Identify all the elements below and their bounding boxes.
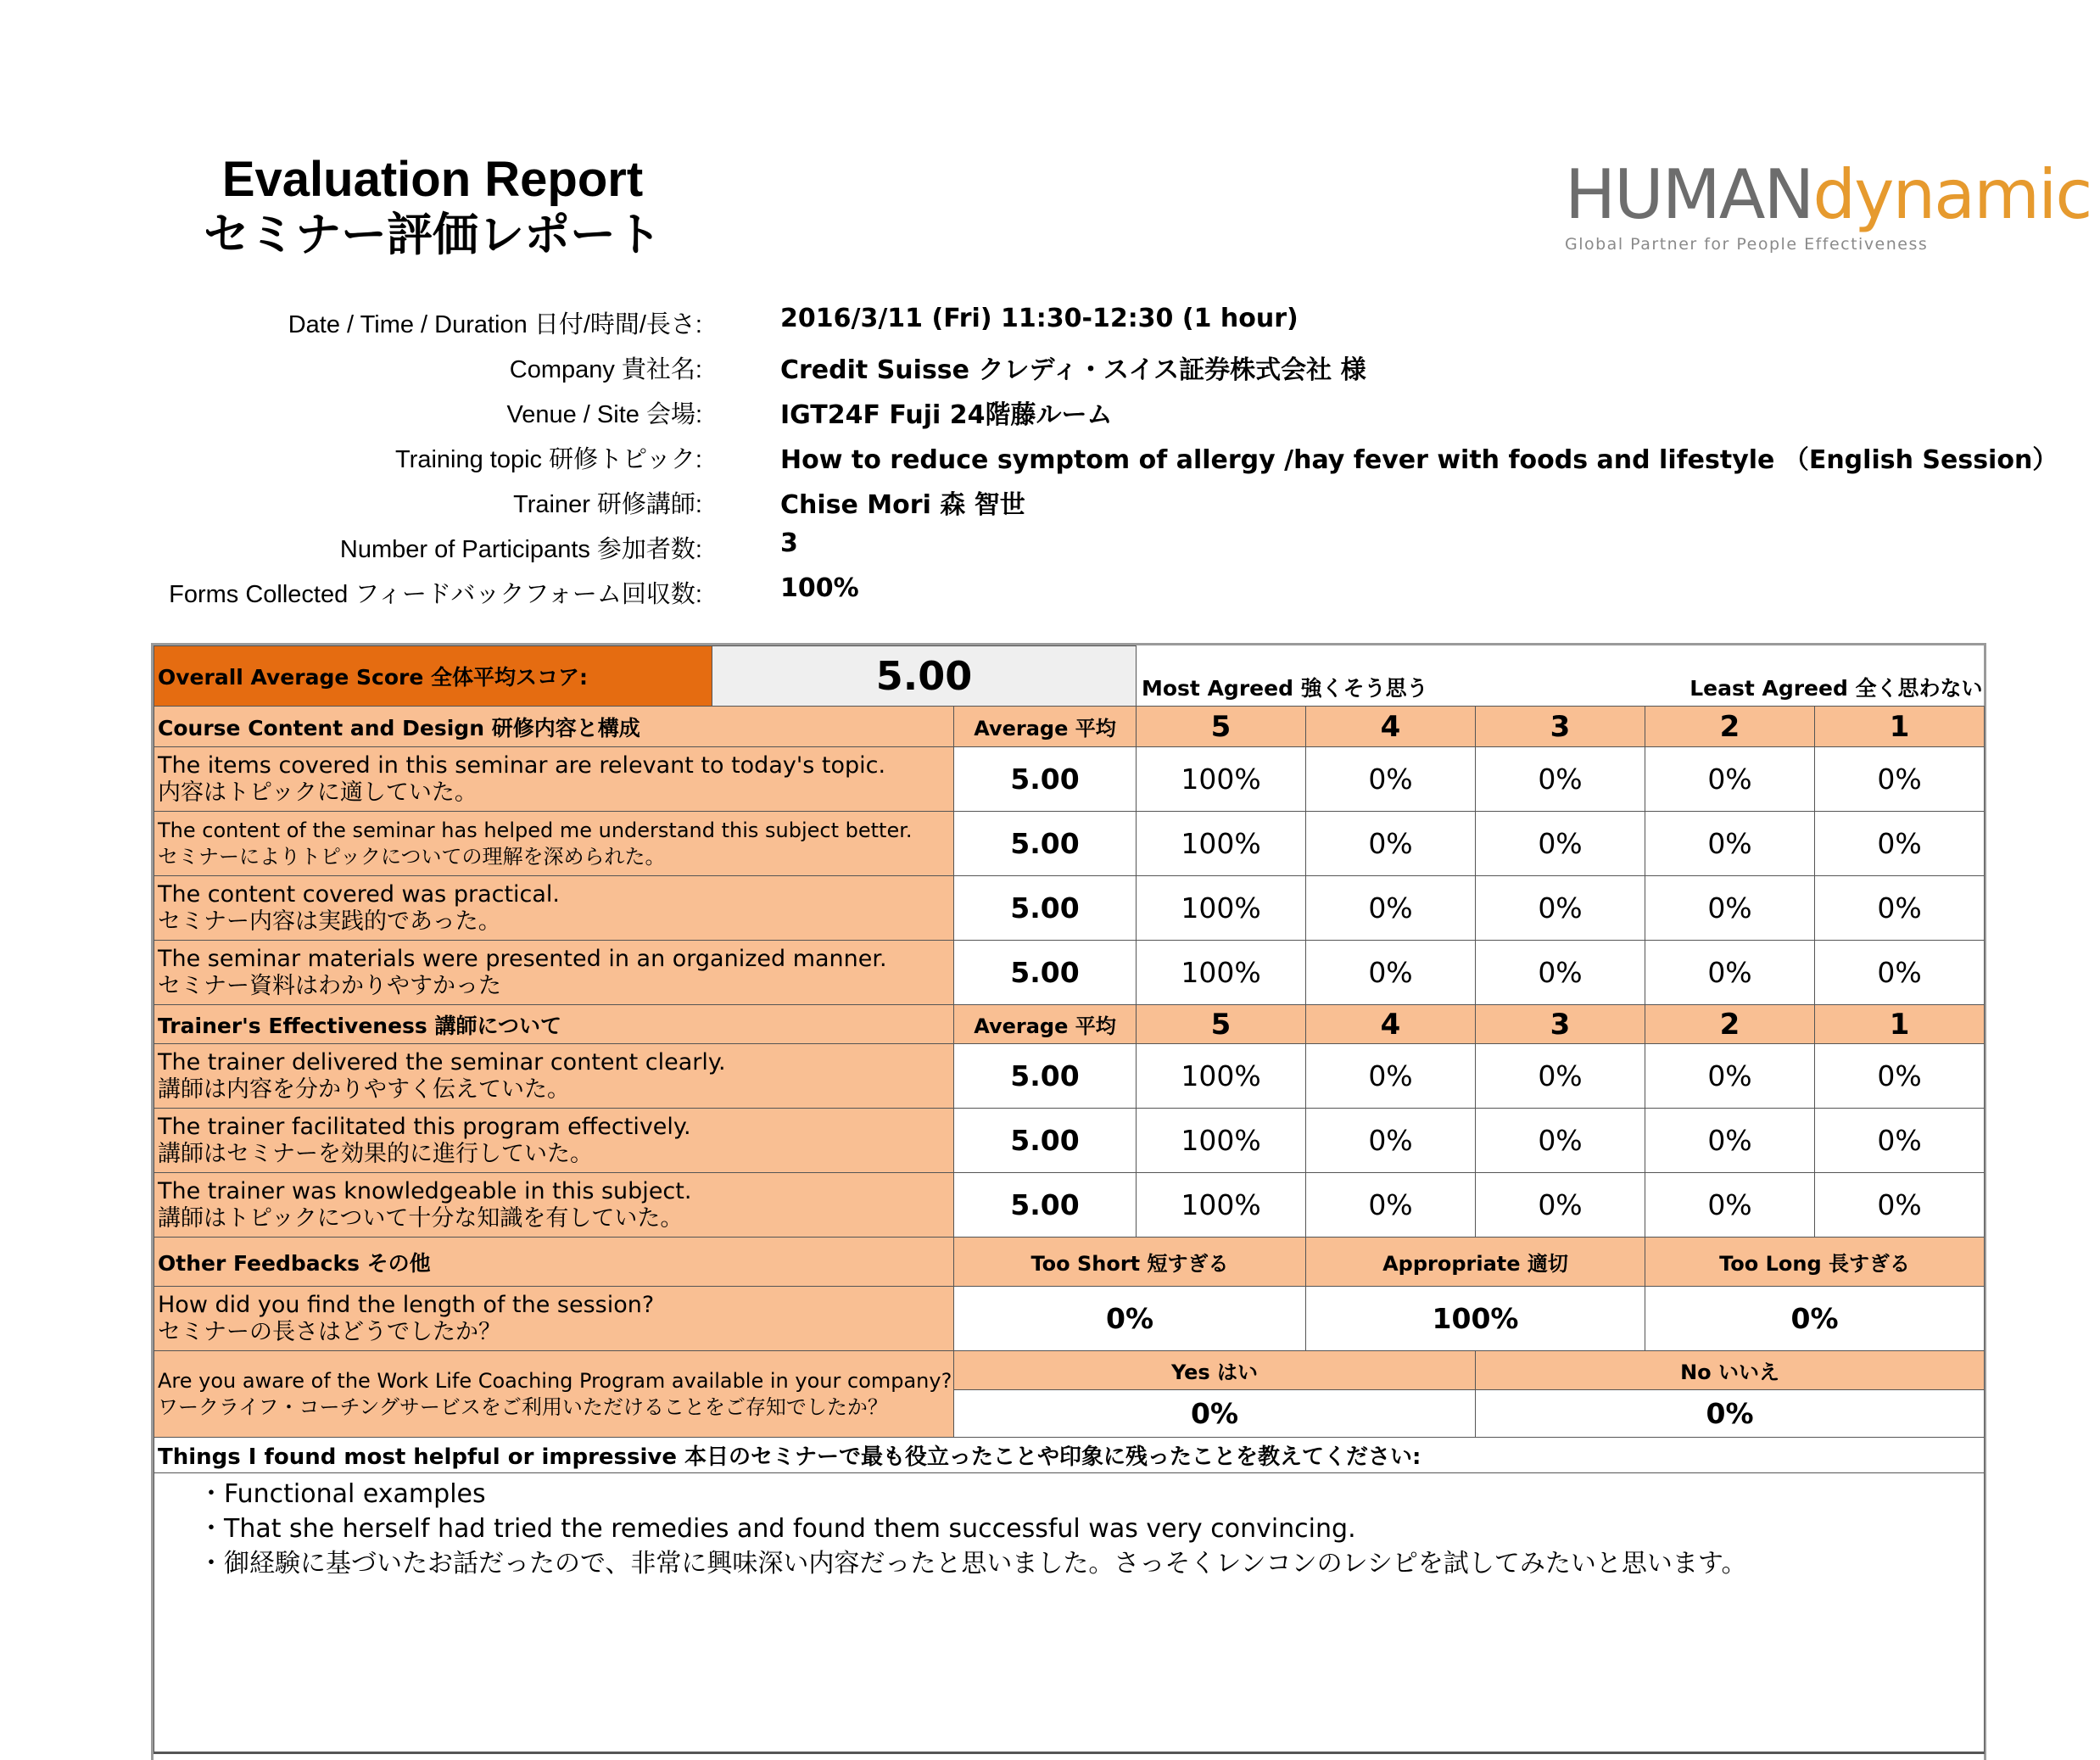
pct-3: 0% (1476, 1173, 1645, 1238)
overall-row (154, 646, 1985, 707)
table-row (154, 1287, 1985, 1351)
scale-2-header: 2 (1645, 1005, 1815, 1044)
pct-3: 0% (1476, 876, 1645, 941)
question-jp: セミナーの長さはどうでしたか？ (158, 1318, 501, 1345)
meta-row-venue (0, 388, 2100, 433)
report-title-jp: セミナー評価レポート (204, 208, 662, 261)
pct-1: 0% (1815, 812, 1985, 876)
meta-row-company (0, 344, 2100, 388)
meta-row-date (0, 299, 2100, 344)
overall-label: Overall Average Score 全体平均スコア: (154, 646, 712, 707)
meta-value: 3 (780, 528, 798, 558)
meta-label: Venue / Site 会場: (506, 401, 702, 428)
most-agreed-label: Most Agreed 強くそう思う (1142, 676, 1428, 701)
logo-human: HUMAN (1565, 155, 1813, 234)
scale-1-header: 1 (1815, 1005, 1985, 1044)
pct-1: 0% (1815, 1173, 1985, 1238)
pct-4: 0% (1306, 747, 1476, 812)
helpful-body-row (154, 1473, 1985, 1753)
pct-1: 0% (1815, 941, 1985, 1005)
list-item: ・Functional examples (198, 1479, 486, 1509)
pct-4: 0% (1306, 1044, 1476, 1109)
average-score: 5.00 (954, 1044, 1137, 1109)
evaluation-table (154, 645, 1985, 1754)
table-row (154, 1109, 1985, 1173)
pct-5: 100% (1137, 876, 1306, 941)
helpful-comments (154, 1473, 1985, 1753)
yes-header: Yes はい (954, 1351, 1476, 1390)
evaluation-table-panel (151, 643, 1986, 1760)
table-row (154, 747, 1985, 812)
report-title-en: Evaluation Report (221, 152, 644, 207)
average-score: 5.00 (954, 812, 1137, 876)
scale-3-header: 3 (1476, 1005, 1645, 1044)
pct-5: 100% (1137, 941, 1306, 1005)
no-value: 0% (1476, 1390, 1985, 1438)
meta-row-forms (0, 568, 2100, 613)
question-cell (154, 941, 954, 1005)
question-cell (154, 1044, 954, 1109)
question-en: The seminar materials were presented in an organized manner. (158, 945, 887, 972)
too-short-value: 0% (954, 1287, 1306, 1351)
too-long-header: Too Long 長すぎる (1645, 1238, 1985, 1287)
yes-value: 0% (954, 1390, 1476, 1438)
question-jp: 講師はトピックについて十分な知識を有していた。 (158, 1204, 684, 1232)
pct-2: 0% (1645, 876, 1815, 941)
section-title: Trainer's Effectiveness 講師について (154, 1005, 954, 1044)
average-column-header: Average 平均 (954, 707, 1137, 747)
question-jp: セミナーによりトピックについての理解を深められた。 (158, 844, 666, 869)
question-jp: 講師はセミナーを効果的に進行していた。 (158, 1140, 593, 1167)
pct-3: 0% (1476, 1109, 1645, 1173)
no-header: No いいえ (1476, 1351, 1985, 1390)
question-cell (154, 876, 954, 941)
question-cell (154, 1287, 954, 1351)
scale-4-header: 4 (1306, 707, 1476, 747)
agreement-scale-caption (1137, 646, 1985, 707)
pct-2: 0% (1645, 1109, 1815, 1173)
pct-2: 0% (1645, 812, 1815, 876)
table-row (154, 812, 1985, 876)
logo-wordmark (1565, 155, 2092, 234)
section-header-trainer (154, 1005, 1985, 1044)
pct-3: 0% (1476, 1044, 1645, 1109)
question-cell (154, 1173, 954, 1238)
question-jp: 講師は内容を分かりやすく伝えていた。 (158, 1076, 570, 1103)
section-title: Course Content and Design 研修内容と構成 (154, 707, 954, 747)
pct-2: 0% (1645, 1173, 1815, 1238)
scale-1-header: 1 (1815, 707, 1985, 747)
pct-3: 0% (1476, 941, 1645, 1005)
list-item: ・That she herself had tried the remedies and found them successful was very convincing. (198, 1514, 1356, 1544)
pct-1: 0% (1815, 747, 1985, 812)
meta-label: Forms Collected フィードバックフォーム回収数: (169, 581, 702, 608)
overall-score: 5.00 (712, 646, 1137, 707)
meta-label: Training topic 研修トピック: (395, 446, 702, 473)
question-jp: ワークライフ・コーチングサービスをご利用いただけることをご存知でしたか？ (158, 1394, 888, 1419)
pct-5: 100% (1137, 1173, 1306, 1238)
too-short-header: Too Short 短すぎる (954, 1238, 1306, 1287)
question-cell (154, 1109, 954, 1173)
pct-2: 0% (1645, 941, 1815, 1005)
average-score: 5.00 (954, 941, 1137, 1005)
pct-5: 100% (1137, 812, 1306, 876)
scale-5-header: 5 (1137, 707, 1306, 747)
session-details (0, 299, 2100, 613)
question-en: The content of the seminar has helped me understand this subject better. (158, 818, 913, 842)
average-score: 5.00 (954, 1173, 1137, 1238)
question-en: The trainer was knowledgeable in this subject. (158, 1177, 692, 1204)
question-en: How did you find the length of the session? (158, 1291, 655, 1318)
meta-row-trainer (0, 478, 2100, 523)
list-item: ・御経験に基づいたお話だったので、非常に興味深い内容だったと思いました。さっそくレンコンのレシピを試してみたいと思います。 (198, 1549, 1747, 1578)
pct-2: 0% (1645, 747, 1815, 812)
section-header-course (154, 707, 1985, 747)
pct-5: 100% (1137, 1044, 1306, 1109)
table-row (154, 1173, 1985, 1238)
least-agreed-label: Least Agreed 全く思わない (1689, 676, 1983, 701)
pct-4: 0% (1306, 1173, 1476, 1238)
table-row (154, 941, 1985, 1005)
meta-label: Company 貴社名: (509, 356, 702, 383)
scale-3-header: 3 (1476, 707, 1645, 747)
section-header-other (154, 1238, 1985, 1287)
table-row (154, 1044, 1985, 1109)
pct-5: 100% (1137, 1109, 1306, 1173)
logo-dynamic: dynamic (1812, 155, 2092, 234)
question-cell (154, 812, 954, 876)
meta-value: 2016/3/11 (Fri) 11:30-12:30 (1 hour) (780, 304, 1299, 333)
section-title: Other Feedbacks その他 (154, 1238, 954, 1287)
too-long-value: 0% (1645, 1287, 1985, 1351)
pct-1: 0% (1815, 1109, 1985, 1173)
pct-4: 0% (1306, 1109, 1476, 1173)
pct-2: 0% (1645, 1044, 1815, 1109)
meta-value: How to reduce symptom of allergy /hay fever with foods and lifestyle （English Session） (780, 445, 2058, 475)
table-row (154, 1351, 1985, 1390)
appropriate-value: 100% (1306, 1287, 1645, 1351)
pct-4: 0% (1306, 812, 1476, 876)
question-en: The trainer delivered the seminar content clearly. (158, 1048, 726, 1076)
meta-value: Credit Suisse クレディ・スイス証券株式会社 様 (780, 355, 1366, 385)
question-cell (154, 747, 954, 812)
pct-3: 0% (1476, 812, 1645, 876)
question-jp: 内容はトピックに適していた。 (158, 779, 478, 806)
average-score: 5.00 (954, 876, 1137, 941)
question-jp: セミナー資料はわかりやすかった (158, 972, 501, 999)
question-en: The items covered in this seminar are relevant to today's topic. (158, 751, 886, 779)
meta-row-participants (0, 523, 2100, 568)
logo-tagline: Global Partner for People Effectiveness (1565, 235, 1929, 254)
meta-value: 100% (780, 573, 859, 603)
meta-label: Date / Time / Duration 日付/時間/長さ: (288, 311, 702, 338)
scale-2-header: 2 (1645, 707, 1815, 747)
pct-1: 0% (1815, 1044, 1985, 1109)
question-cell (154, 1351, 954, 1438)
helpful-heading: Things I found most helpful or impressive 本日のセミナーで最も役立ったことや印象に残ったことを教えてください: (154, 1438, 1985, 1473)
scale-4-header: 4 (1306, 1005, 1476, 1044)
meta-value: IGT24F Fuji 24階藤ルーム (780, 400, 1113, 430)
pct-3: 0% (1476, 747, 1645, 812)
question-en: Are you aware of the Work Life Coaching Program available in your company? (158, 1368, 952, 1393)
average-score: 5.00 (954, 1109, 1137, 1173)
pct-4: 0% (1306, 941, 1476, 1005)
helpful-heading-row (154, 1438, 1985, 1473)
question-jp: セミナー内容は実践的であった。 (158, 908, 501, 935)
meta-row-topic (0, 433, 2100, 478)
appropriate-header: Appropriate 適切 (1306, 1238, 1645, 1287)
humandynamic-logo (1565, 155, 2092, 259)
scale-5-header: 5 (1137, 1005, 1306, 1044)
question-en: The trainer facilitated this program effectively. (158, 1113, 691, 1140)
question-en: The content covered was practical. (158, 880, 561, 908)
meta-value: Chise Mori 森 智世 (780, 490, 1025, 520)
average-score: 5.00 (954, 747, 1137, 812)
pct-5: 100% (1137, 747, 1306, 812)
pct-1: 0% (1815, 876, 1985, 941)
report-title (204, 153, 662, 263)
pct-4: 0% (1306, 876, 1476, 941)
meta-label: Trainer 研修講師: (513, 491, 702, 518)
meta-label: Number of Participants 参加者数: (339, 536, 702, 563)
average-column-header: Average 平均 (954, 1005, 1137, 1044)
table-row (154, 876, 1985, 941)
